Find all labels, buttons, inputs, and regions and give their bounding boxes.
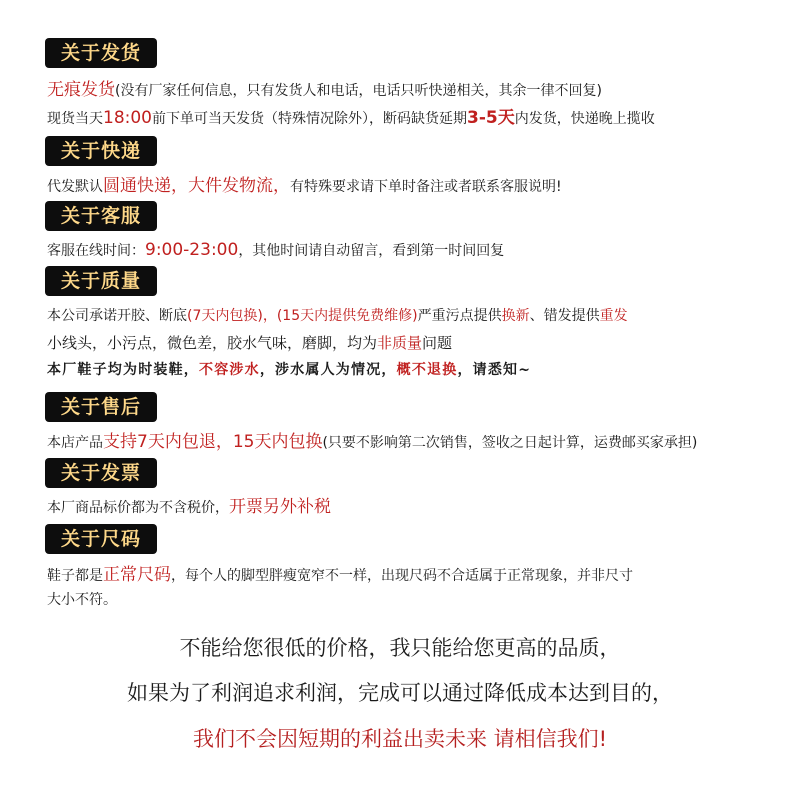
quality-line-3-text-c: ，请悉知~ xyxy=(457,362,532,378)
quality-line-1-text-b: 严重污点提供 xyxy=(417,308,502,324)
express-line-1 xyxy=(47,176,790,197)
invoice-line-1 xyxy=(47,497,790,518)
invoice-line-1-text-a: 本厂商品标价都为不含税价， xyxy=(47,500,229,516)
quality-line-2 xyxy=(47,333,790,353)
shipping-line-2-text-c: 内发货，快递晚上揽收 xyxy=(514,111,655,127)
shipping-line-1-text: (没有厂家任何信息，只有发货人和电话，电话只听快递相关，其余一律不回复) xyxy=(115,83,602,99)
size-line-1-text-a: 鞋子都是 xyxy=(47,568,103,584)
quality-line-2-text-c: 问题 xyxy=(422,334,453,352)
quality-line-3-text-b: ，涉水属人为情况， xyxy=(259,362,397,378)
section-tag-express: 关于快递 xyxy=(45,136,157,166)
section-tag-shipping: 关于发货 xyxy=(45,38,157,68)
shipping-line-2-text-a: 现货当天 xyxy=(47,111,103,127)
size-line-2: 大小不符。 xyxy=(47,592,117,608)
no-return-highlight: 概不退换 xyxy=(396,362,458,378)
quality-line-3 xyxy=(47,360,790,380)
aftersale-line-1-text-a: 本店产品 xyxy=(47,435,103,451)
return-policy-highlight: 支持7天内包退，15天内包换 xyxy=(103,432,323,452)
section-tag-aftersale: 关于售后 xyxy=(45,392,157,422)
slogan-line-3: 我们不会因短期的利益出卖未来 请相信我们! xyxy=(192,727,608,751)
resend-highlight: 重发 xyxy=(599,308,628,324)
service-line-1-text-c: ，其他时间请自动留言，看到第一时间回复 xyxy=(238,243,505,259)
slogan-line-1: 不能给您很低的价格，我只能给您更高的品质， xyxy=(179,636,621,660)
quality-line-1-text-a: 本公司承诺开胶、断底 xyxy=(47,308,187,324)
express-line-1-text-a: 代发默认 xyxy=(47,179,103,195)
warranty-highlight: (7天内包换)，(15天内提供免费维修) xyxy=(187,308,418,324)
invoice-tax-highlight: 开票另外补税 xyxy=(229,497,331,517)
size-line-1-text-c: ，每个人的脚型胖瘦宽窄不一样，出现尺码不合适属于正常现象，并非尺寸 xyxy=(171,568,633,584)
aftersale-line-1 xyxy=(47,432,790,453)
service-hours-highlight: 9:00-23:00 xyxy=(145,240,239,260)
delay-days-highlight: 3-5天 xyxy=(467,108,515,128)
slogan-line-2: 如果为了利润追求利润，完成可以通过降低成本达到目的， xyxy=(127,681,673,705)
quality-line-1 xyxy=(47,306,790,326)
traceless-shipping-highlight: 无痕发货 xyxy=(47,80,115,100)
section-tag-invoice: 关于发票 xyxy=(45,458,157,488)
shipping-line-1 xyxy=(47,80,790,101)
normal-size-highlight: 正常尺码 xyxy=(103,565,171,585)
service-line-1 xyxy=(47,240,790,261)
express-line-1-text-c: 有特殊要求请下单时备注或者联系客服说明! xyxy=(290,179,562,195)
section-tag-size: 关于尺码 xyxy=(45,524,157,554)
quality-line-1-text-c: 、错发提供 xyxy=(529,308,600,324)
quality-line-3-text-a: 本厂鞋子均为时装鞋， xyxy=(47,362,199,378)
quality-line-2-text-a: 小线头，小污点，微色差，胶水气味，磨脚，均为 xyxy=(47,334,378,352)
shipping-line-2 xyxy=(47,108,790,129)
replace-highlight: 换新 xyxy=(501,308,530,324)
service-line-1-text-a: 客服在线时间： xyxy=(47,243,145,259)
cutoff-time-highlight: 18:00 xyxy=(103,108,152,128)
size-line-1 xyxy=(47,565,790,586)
section-tag-quality: 关于质量 xyxy=(45,266,157,296)
courier-highlight: 圆通快递，大件发物流， xyxy=(103,176,290,196)
no-wading-highlight: 不容涉水 xyxy=(199,362,260,378)
non-quality-highlight: 非质量 xyxy=(377,334,423,352)
shipping-line-2-text-b: 前下单可当天发货（特殊情况除外），断码缺货延期 xyxy=(152,111,467,127)
aftersale-line-1-text-c: (只要不影响第二次销售，签收之日起计算，运费邮买家承担) xyxy=(322,435,698,451)
section-tag-service: 关于客服 xyxy=(45,201,157,231)
